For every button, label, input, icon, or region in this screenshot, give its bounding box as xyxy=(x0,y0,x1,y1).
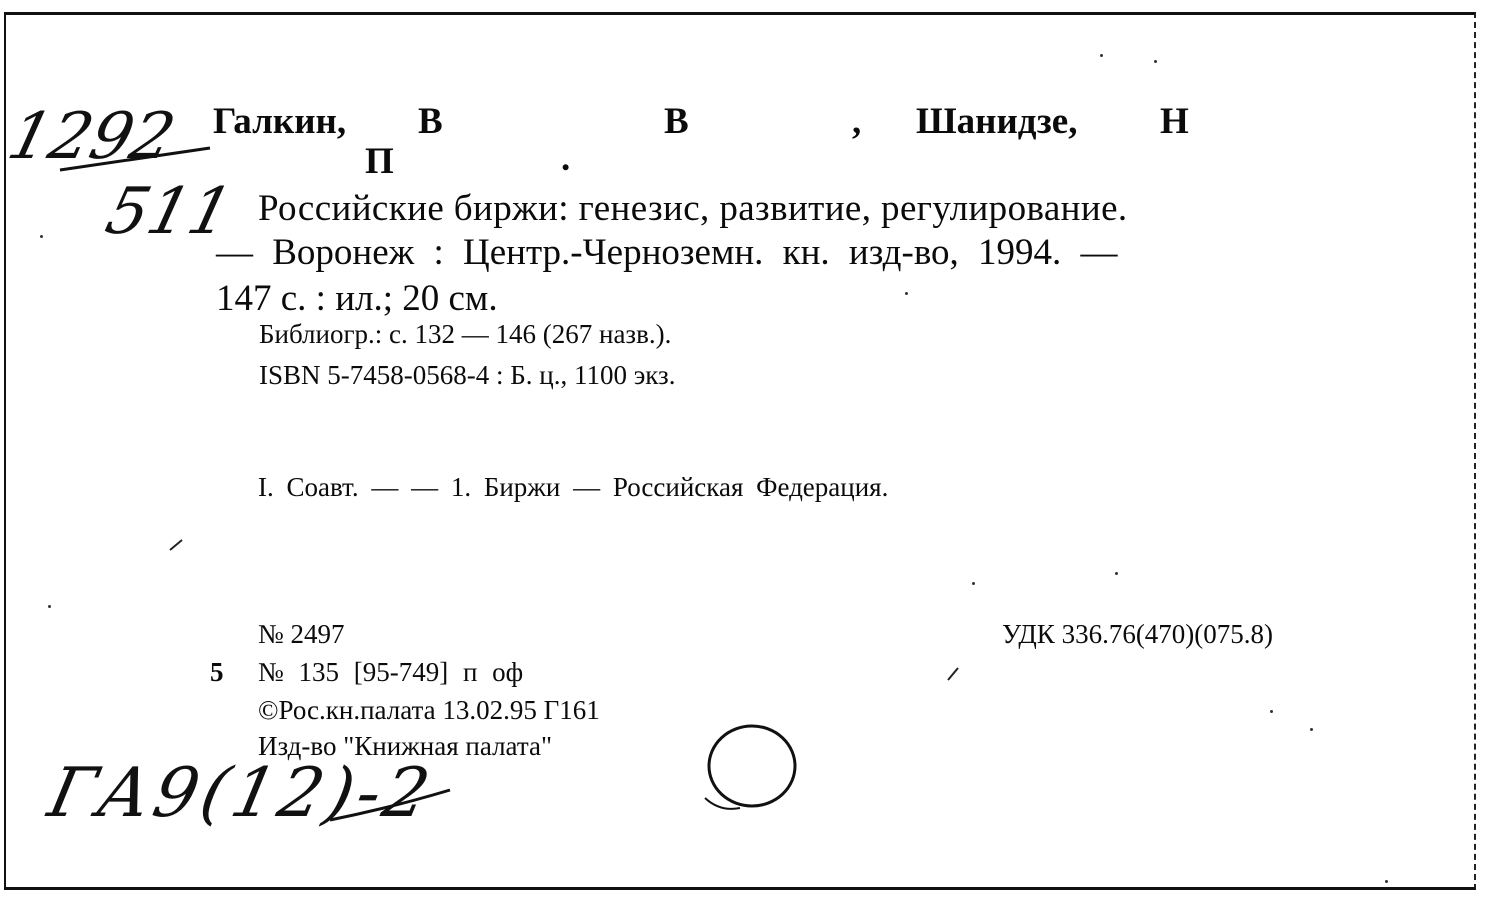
author2-initial-dot: . xyxy=(561,138,571,179)
author2-initial-first: Н xyxy=(1160,101,1189,142)
title-line-3: 147 с. : ил.; 20 см. xyxy=(216,278,498,319)
speck xyxy=(1115,572,1118,575)
subject-headings: I. Соавт. — — 1. Биржи — Российская Федерация. xyxy=(258,472,889,502)
speck xyxy=(1385,880,1388,883)
handwritten-shelfmark-top: 1292 xyxy=(0,100,183,174)
author2-surname: Шанидзе, xyxy=(916,101,1078,142)
speck xyxy=(40,235,43,238)
speck xyxy=(972,582,975,585)
speck xyxy=(1154,60,1157,63)
publisher-line: Изд-во "Книжная палата" xyxy=(258,731,552,761)
copyright-line: ©Рос.кн.палата 13.02.95 Г161 xyxy=(258,695,600,725)
speck xyxy=(1310,728,1313,731)
isbn-note: ISBN 5-7458-0568-4 : Б. ц., 1100 экз. xyxy=(259,360,676,390)
speck xyxy=(48,605,51,608)
speck xyxy=(1100,54,1103,57)
handwritten-shelfmark-bottom: 511 xyxy=(98,175,240,249)
record-number-2: № 135 [95-749] п оф xyxy=(258,657,524,687)
author2-initial-second: П xyxy=(365,141,394,182)
speck xyxy=(1270,710,1273,713)
author-separator: , xyxy=(852,101,862,142)
handwritten-shelfmark-footer: ГА9(12)-2 xyxy=(41,754,441,833)
bibliography-note: Библиогр.: с. 132 — 146 (267 назв.). xyxy=(259,319,672,349)
side-digit: 5 xyxy=(210,657,224,687)
author1-initial-second: В xyxy=(664,101,689,142)
udc-code: УДК 336.76(470)(075.8) xyxy=(1002,619,1274,649)
record-number: № 2497 xyxy=(258,619,345,649)
author1-initial-first: В xyxy=(418,101,443,142)
title-line-1: Российские биржи: генезис, развитие, регулирование. xyxy=(258,188,1128,229)
title-line-2: — Воронеж : Центр.-Черноземн. кн. изд-во, 1994. — xyxy=(216,232,1118,273)
speck xyxy=(905,292,908,295)
author1-surname: Галкин, xyxy=(213,101,347,142)
